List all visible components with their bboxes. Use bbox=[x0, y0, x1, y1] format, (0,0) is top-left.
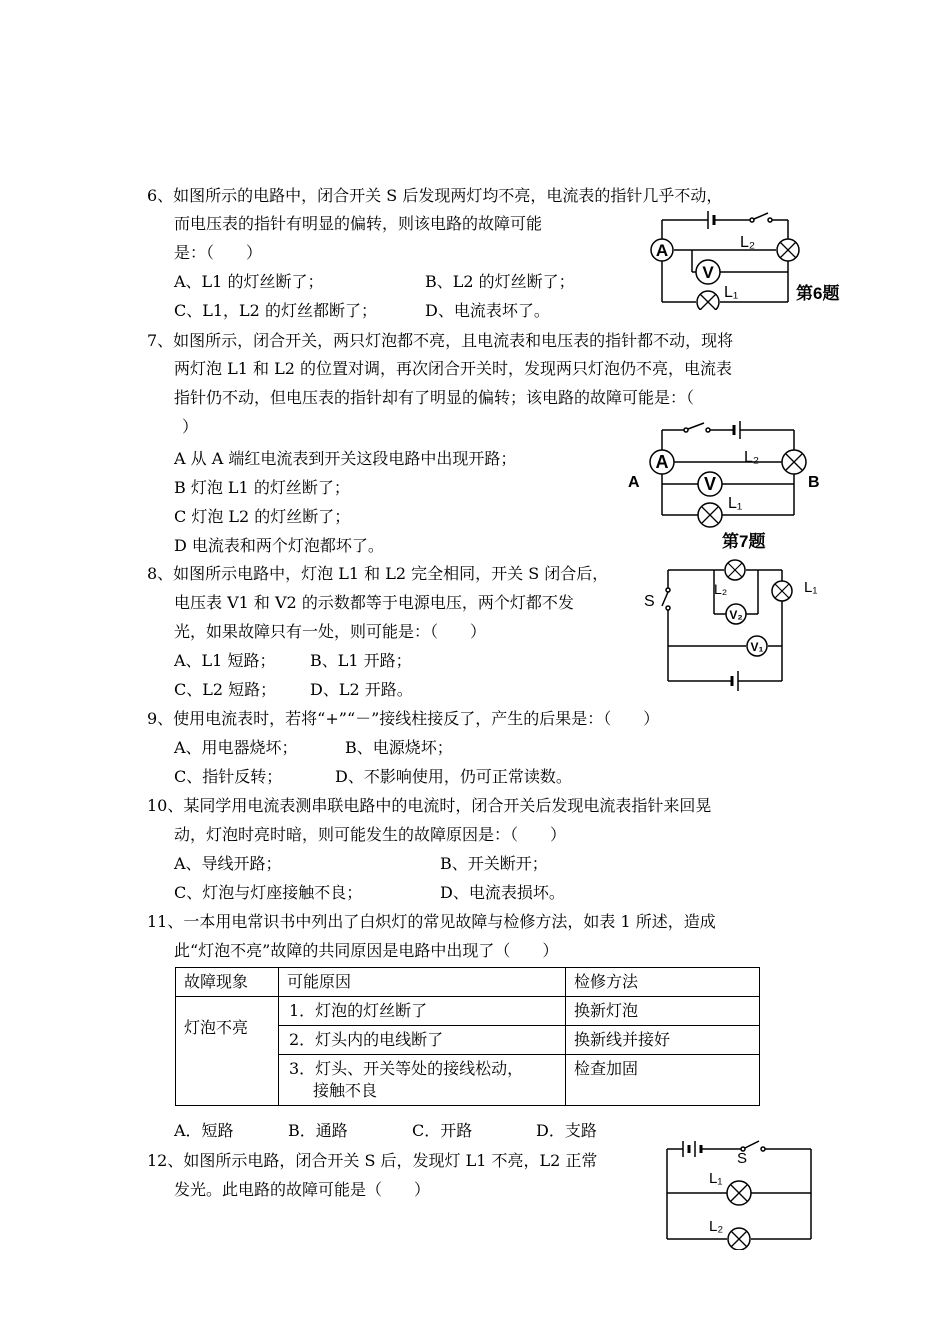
q6-line-2: 而电压表的指针有明显的偏转，则该电路的故障可能 bbox=[174, 214, 543, 233]
q6-line-1: 6、如图所示的电路中，闭合开关 S 后发现两灯均不亮，电流表的指针几乎不动， bbox=[147, 186, 723, 205]
q8-line-1: 8、如图所示电路中，灯泡 L1 和 L2 完全相同，开关 S 闭合后， bbox=[147, 564, 609, 583]
table-cell-cause bbox=[279, 997, 566, 1026]
q7-option-c: C 灯泡 L2 的灯丝断了； bbox=[174, 507, 351, 526]
q6-ammeter-label: A bbox=[655, 241, 669, 260]
q10-line-2: 动，灯泡时亮时暗，则可能发生的故障原因是：（ ） bbox=[174, 825, 567, 844]
q10-option-c: C、灯泡与灯座接触不良； bbox=[174, 883, 363, 902]
table-header-row bbox=[176, 968, 760, 997]
q10-option-d: D、电流表损坏。 bbox=[440, 883, 565, 902]
table-cell-fix: 换新灯泡 bbox=[566, 997, 760, 1026]
q7-point-b-label: B bbox=[808, 474, 820, 491]
q10-line-1: 10、某同学用电流表测串联电路中的电流时，闭合开关后发现电流表指针来回晃 bbox=[147, 796, 712, 815]
q6-figure-caption: 第6题 bbox=[796, 284, 840, 303]
q6-l2-label: L₂ bbox=[740, 234, 756, 251]
table-cell-cause bbox=[279, 1026, 566, 1055]
q7-line-1: 7、如图所示，闭合开关，两只灯泡都不亮，且电流表和电压表的指针都不动，现将 bbox=[147, 331, 734, 350]
q12-switch-label: S bbox=[737, 1150, 748, 1167]
q8-option-c: C、L2 短路； bbox=[174, 680, 277, 699]
q8-switch-label: S bbox=[644, 593, 655, 610]
q11-line-1: 11、一本用电常识书中列出了白炽灯的常见故障与检修方法，如表 1 所述，造成 bbox=[147, 912, 716, 931]
q10-option-a: A、导线开路； bbox=[174, 854, 282, 873]
table-cause-text: 2．灯头内的电线断了 bbox=[289, 1030, 444, 1049]
table-header-symptom: 故障现象 bbox=[176, 968, 279, 997]
q8-v1-label: V₁ bbox=[750, 640, 764, 654]
q7-ammeter-label: A bbox=[655, 452, 669, 472]
table-cause-continued: 接触不良 bbox=[313, 1081, 378, 1100]
q7-line-2: 两灯泡 L1 和 L2 的位置对调，再次闭合开关时，发现两只灯泡仍不亮，电流表 bbox=[174, 359, 732, 378]
q9-option-a: A、用电器烧坏； bbox=[174, 738, 298, 757]
q11-option-a: A．短路 bbox=[174, 1121, 234, 1140]
q11-option-d: D．支路 bbox=[536, 1121, 597, 1140]
q6-option-b: B、L2 的灯丝断了； bbox=[425, 272, 575, 291]
q9-option-b: B、电源烧坏； bbox=[345, 738, 453, 757]
q11-line-2: 此“灯泡不亮”故障的共同原因是电路中出现了（ ） bbox=[174, 941, 559, 960]
q6-voltmeter-label: V bbox=[702, 263, 714, 282]
q7-l2-label: L₂ bbox=[744, 449, 760, 466]
q7-voltmeter-label: V bbox=[703, 474, 717, 494]
q6-line-3: 是：（ ） bbox=[174, 243, 263, 262]
q8-line-3: 光，如果故障只有一处，则可能是：（ ） bbox=[174, 622, 487, 641]
q8-l2-label: L₂ bbox=[714, 581, 728, 597]
q12-l2-label: L₂ bbox=[709, 1218, 724, 1235]
q7-option-b: B 灯泡 L1 的灯丝断了； bbox=[174, 478, 350, 497]
table-cell-fix: 换新线并接好 bbox=[566, 1026, 760, 1055]
q7-line-3: 指针仍不动，但电压表的指针却有了明显的偏转；该电路的故障可能是：（ bbox=[174, 388, 695, 407]
table-row bbox=[176, 997, 760, 1026]
q12-line-2: 发光。此电路的故障可能是（ ） bbox=[174, 1180, 431, 1199]
q7-option-d: D 电流表和两个灯泡都坏了。 bbox=[174, 536, 384, 555]
q7-option-a: A 从 A 端红电流表到开关这段电路中出现开路； bbox=[174, 449, 517, 468]
q8-v2-label: V₂ bbox=[729, 608, 743, 622]
fault-table bbox=[175, 967, 760, 1106]
q12-line-1: 12、如图所示电路，闭合开关 S 后，发现灯 L1 不亮，L2 正常 bbox=[147, 1151, 598, 1170]
q8-option-d: D、L2 开路。 bbox=[310, 680, 413, 699]
table-header-fix: 检修方法 bbox=[566, 968, 760, 997]
q7-circuit-diagram bbox=[622, 415, 842, 555]
q12-circuit-diagram bbox=[655, 1135, 835, 1250]
q6-option-a: A、L1 的灯丝断了； bbox=[174, 272, 324, 291]
q10-option-b: B、开关断开； bbox=[440, 854, 548, 873]
table-cause-text: 1．灯泡的灯丝断了 bbox=[289, 1001, 428, 1020]
q7-figure-caption: 第7题 bbox=[722, 532, 766, 551]
table-cell-cause bbox=[279, 1055, 566, 1106]
q9-option-c: C、指针反转； bbox=[174, 767, 283, 786]
q6-l1-label: L₁ bbox=[724, 284, 739, 301]
table-cell-symptom: 灯泡不亮 bbox=[176, 997, 279, 1106]
q8-circuit-diagram bbox=[640, 556, 840, 691]
q9-option-d: D、不影响使用，仍可正常读数。 bbox=[335, 767, 572, 786]
q7-point-a-label: A bbox=[628, 474, 640, 491]
q12-l1-label: L₁ bbox=[709, 1170, 723, 1187]
q6-option-c: C、L1，L2 的灯丝都断了； bbox=[174, 301, 377, 320]
q7-l1-label: L₁ bbox=[728, 495, 743, 512]
table-cause-text: 3．灯头、开关等处的接线松动， bbox=[289, 1059, 524, 1078]
q6-option-d: D、电流表坏了。 bbox=[425, 301, 550, 320]
q11-option-b: B．通路 bbox=[288, 1121, 348, 1140]
q8-option-b: B、L1 开路； bbox=[310, 651, 412, 670]
q11-option-c: C．开路 bbox=[412, 1121, 473, 1140]
q8-l1-label: L₁ bbox=[804, 579, 818, 596]
q8-line-2: 电压表 V1 和 V2 的示数都等于电源电压，两个灯都不发 bbox=[174, 593, 574, 612]
q6-circuit-diagram bbox=[640, 205, 860, 310]
q9-line-1: 9、使用电流表时，若将“+”“－”接线柱接反了，产生的后果是：（ ） bbox=[147, 709, 660, 728]
q8-option-a: A、L1 短路； bbox=[174, 651, 276, 670]
q7-line-4: ） bbox=[182, 417, 199, 436]
table-cell-fix: 检查加固 bbox=[566, 1055, 760, 1106]
table-header-cause: 可能原因 bbox=[279, 968, 566, 997]
